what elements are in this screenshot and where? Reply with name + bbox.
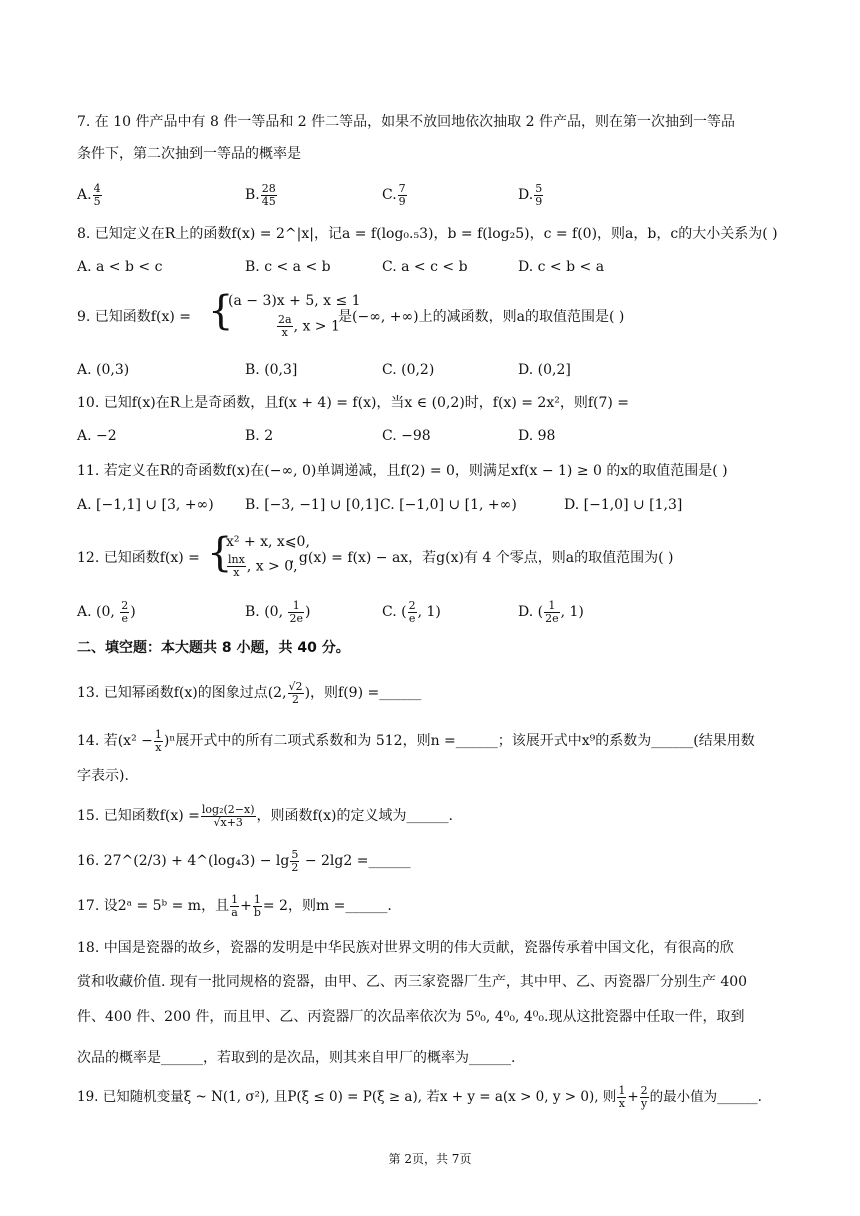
q13-stem: 13. 已知幂函数f(x)的图象过点(2, $\frac{√2}{2}$ )，则f(9) =______ — [77, 679, 422, 706]
q15-stem: 15. 已知函数f(x) = $\frac{\text{log₂(2−x)}}{√x+3}$ ，则函数f(x)的定义域为______. — [77, 802, 453, 829]
q12-option-b: B. (0, $\frac{1}{2e}$ ) — [245, 598, 311, 625]
q11-option-a: A. [−1,1] ∪ [3, +∞) — [77, 497, 214, 513]
q7-option-b: B. $\frac{28}{45}$ — [245, 181, 276, 208]
q10-option-b: B. 2 — [245, 428, 274, 444]
q7-stem-line1: 7. 在 10 件产品中有 8 件一等品和 2 件二等品，如果不放回地依次抽取 2 件产品，则在第一次抽到一等品 — [77, 114, 735, 130]
section-heading-fill-in: 二、填空题：本大题共 8 小题，共 40 分。 — [77, 640, 350, 656]
q9-case2: $\frac{2a}{x}$ , x > 1 — [278, 313, 340, 339]
q11-option-c: C. [−1,0] ∪ [1, +∞) — [380, 497, 517, 513]
q9-option-c: C. (0,2) — [382, 362, 435, 378]
q11-option-b: B. [−3, −1] ∪ [0,1] — [245, 497, 380, 513]
q10-option-c: C. −98 — [382, 428, 431, 444]
q8-option-b: B. c < a < b — [245, 259, 331, 275]
q10-stem: 10. 已知f(x)在R上是奇函数，且f(x + 4) = f(x)，当x ∈ (0,2)时，f(x) = 2x²，则f(7) = — [77, 395, 630, 411]
q9-option-b: B. (0,3] — [245, 362, 298, 378]
q7-option-a: A. $\frac{4}{5}$ — [77, 181, 101, 208]
q9-prefix: 9. 已知函数f(x) = — [77, 309, 191, 325]
q12-suffix: , g(x) = f(x) − ax，若g(x)有 4 个零点，则a的取值范围为( ) — [290, 550, 674, 566]
q12-case2: $\frac{\ln x}{x}$ , x > 0, — [228, 553, 298, 579]
q11-options — [77, 490, 800, 520]
q8-options — [77, 252, 800, 282]
q14-stem-line2: 字表示). — [77, 768, 129, 784]
q7-option-d: D. $\frac{5}{9}$ — [518, 181, 543, 208]
q18-stem-line3: 件、400 件、200 件，而且甲、乙、丙瓷器厂的次品率依次为 5⁰₀, 4⁰₀, 4⁰₀.现从这批瓷器中任取一件，取到 — [77, 1009, 745, 1025]
q9-option-d: D. (0,2] — [518, 362, 571, 378]
q9-options — [77, 355, 800, 385]
q12-prefix: 12. 已知函数f(x) = — [77, 550, 200, 566]
q8-option-a: A. a < b < c — [77, 259, 163, 275]
page-footer: 第 2页，共 7页 — [388, 1152, 472, 1166]
q8-stem: 8. 已知定义在R上的函数f(x) = 2^|x|，记a = f(log₀.₅3)，b = f(log₂5)，c = f(0)，则a，b，c的大小关系为( ) — [77, 226, 778, 242]
q12-option-d: D. ( $\frac{1}{2e}$ , 1) — [518, 598, 584, 625]
q9-suffix: 是(−∞, +∞)上的减函数，则a的取值范围是( ) — [338, 309, 625, 325]
q18-stem-line4: 次品的概率是______，若取到的是次品，则其来自甲厂的概率为______. — [77, 1050, 516, 1066]
q11-option-d: D. [−1,0] ∪ [1,3] — [564, 497, 683, 513]
q7-option-c: C. $\frac{7}{9}$ — [382, 181, 406, 208]
q19-stem: 19. 已知随机变量ξ ~ N(1, σ²), 且P(ξ ≤ 0) = P(ξ ≥ a), 若x + y = a(x > 0, y > 0), 则 $\frac{1}{x}$ + $\frac{2}{y}$ 的最小值为______. — [77, 1084, 762, 1110]
q14-stem-line1: 14. 若(x² − $\frac{1}{x}$ )ⁿ展开式中的所有二项式系数和为 512，则n =______；该展开式中x⁹的系数为______(结果用数 — [77, 727, 755, 754]
q12-option-c: C. ( $\frac{2}{e}$ , 1) — [382, 598, 441, 625]
q18-stem-line1: 18. 中国是瓷器的故乡，瓷器的发明是中华民族对世界文明的伟大贡献，瓷器传承着中国文化，有很高的欣 — [77, 940, 734, 956]
q8-option-d: D. c < b < a — [518, 259, 605, 275]
q10-option-a: A. −2 — [77, 428, 117, 444]
q9-brace: { — [208, 288, 234, 334]
q8-option-c: C. a < c < b — [382, 259, 468, 275]
q12-option-a: A. (0, $\frac{2}{e}$ ) — [77, 598, 136, 625]
q11-stem: 11. 若定义在R的奇函数f(x)在(−∞, 0)单调递减，且f(2) = 0，则满足xf(x − 1) ≥ 0 的x的取值范围是( ) — [77, 463, 728, 479]
q10-options — [77, 421, 800, 451]
q9-option-a: A. (0,3) — [77, 362, 130, 378]
q10-option-d: D. 98 — [518, 428, 556, 444]
q12-case1: x² + x, x⩽0, — [226, 534, 310, 550]
q18-stem-line2: 赏和收藏价值. 现有一批同规格的瓷器，由甲、乙、丙三家瓷器厂生产，其中甲、乙、丙瓷器厂分别生产 400 — [77, 974, 748, 990]
q7-stem-line2: 条件下，第二次抽到一等品的概率是 — [77, 146, 301, 162]
q16-stem: 16. 27^(2/3) + 4^(log₄3) − lg $\frac{5}{2}$ − 2lg2 =______ — [77, 847, 411, 874]
q12-brace: { — [207, 530, 233, 576]
q9-case1: (a − 3)x + 5, x ≤ 1 — [228, 293, 361, 309]
q12-options — [77, 597, 800, 631]
q7-options — [77, 180, 800, 210]
q17-stem: 17. 设2ᵃ = 5ᵇ = m，且 $\frac{1}{a}$ + $\frac{1}{b}$ = 2，则m =______. — [77, 892, 392, 919]
